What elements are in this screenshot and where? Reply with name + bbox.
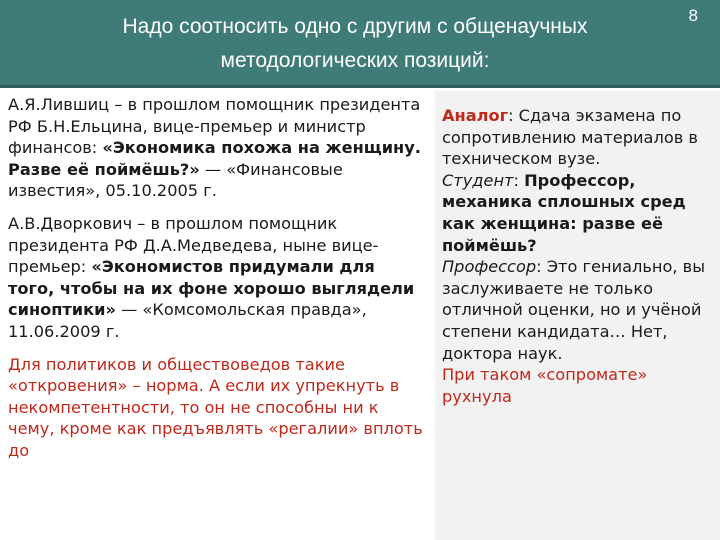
slide-number: 8 bbox=[688, 6, 698, 25]
slide-title: Надо соотносить одно с другим с общенаучных методологических позиций: bbox=[122, 15, 588, 72]
professor-label: Профессор bbox=[442, 257, 537, 277]
analogy-text bbox=[442, 105, 714, 407]
analogy-panel bbox=[435, 91, 720, 540]
slide-header bbox=[0, 0, 720, 88]
professor-answer: : Это гениально, вы заслуживаете не только отличной оценки, но и учёной степени кандидата… Нет, доктора наук. bbox=[442, 257, 705, 363]
quote-livshits bbox=[8, 94, 426, 202]
quote-dvorkovich-intro: А.В.Дворкович – в прошлом помощник президента РФ Д.А.Медведева, ныне вице-премьер: bbox=[8, 213, 379, 277]
quote-livshits-text: «Экономика похожа на женщину. Разве её поймёшь?» bbox=[8, 138, 421, 179]
student-separator: : bbox=[513, 170, 525, 190]
commentary-paragraph: Для политиков и обществоведов такие «откровения» – норма. А если их упрекнуть в некомпетентности, то он не способны ни к чему, кроме как предъявлять «регалии» вплоть до bbox=[8, 354, 423, 460]
left-column bbox=[8, 94, 426, 473]
quote-dvorkovich-source: — «Комсомольская правда», 11.06.2009 г. bbox=[8, 300, 367, 341]
quote-dvorkovich-text: «Экономистов придумали для того, чтобы на их фоне хорошо выглядели синоптики» bbox=[8, 257, 415, 320]
quote-dvorkovich bbox=[8, 213, 426, 343]
quote-livshits-source: — «Финансовые известия», 05.10.2005 г. bbox=[8, 159, 343, 201]
analog-text: : Сдача экзамена по сопротивлению материалов в техническом вузе. bbox=[442, 106, 698, 169]
conclusion-text: При таком «сопромате» рухнула bbox=[442, 365, 648, 406]
student-question: Профессор, механика сплошных сред как женщина: разве её поймёшь? bbox=[442, 170, 686, 255]
student-label: Студент bbox=[442, 170, 514, 190]
quote-livshits-intro: А.Я.Лившиц – в прошлом помощник президента РФ Б.Н.Ельцина, вице-премьер и министр финансов: bbox=[8, 95, 421, 158]
analog-label: Аналог bbox=[442, 106, 509, 125]
